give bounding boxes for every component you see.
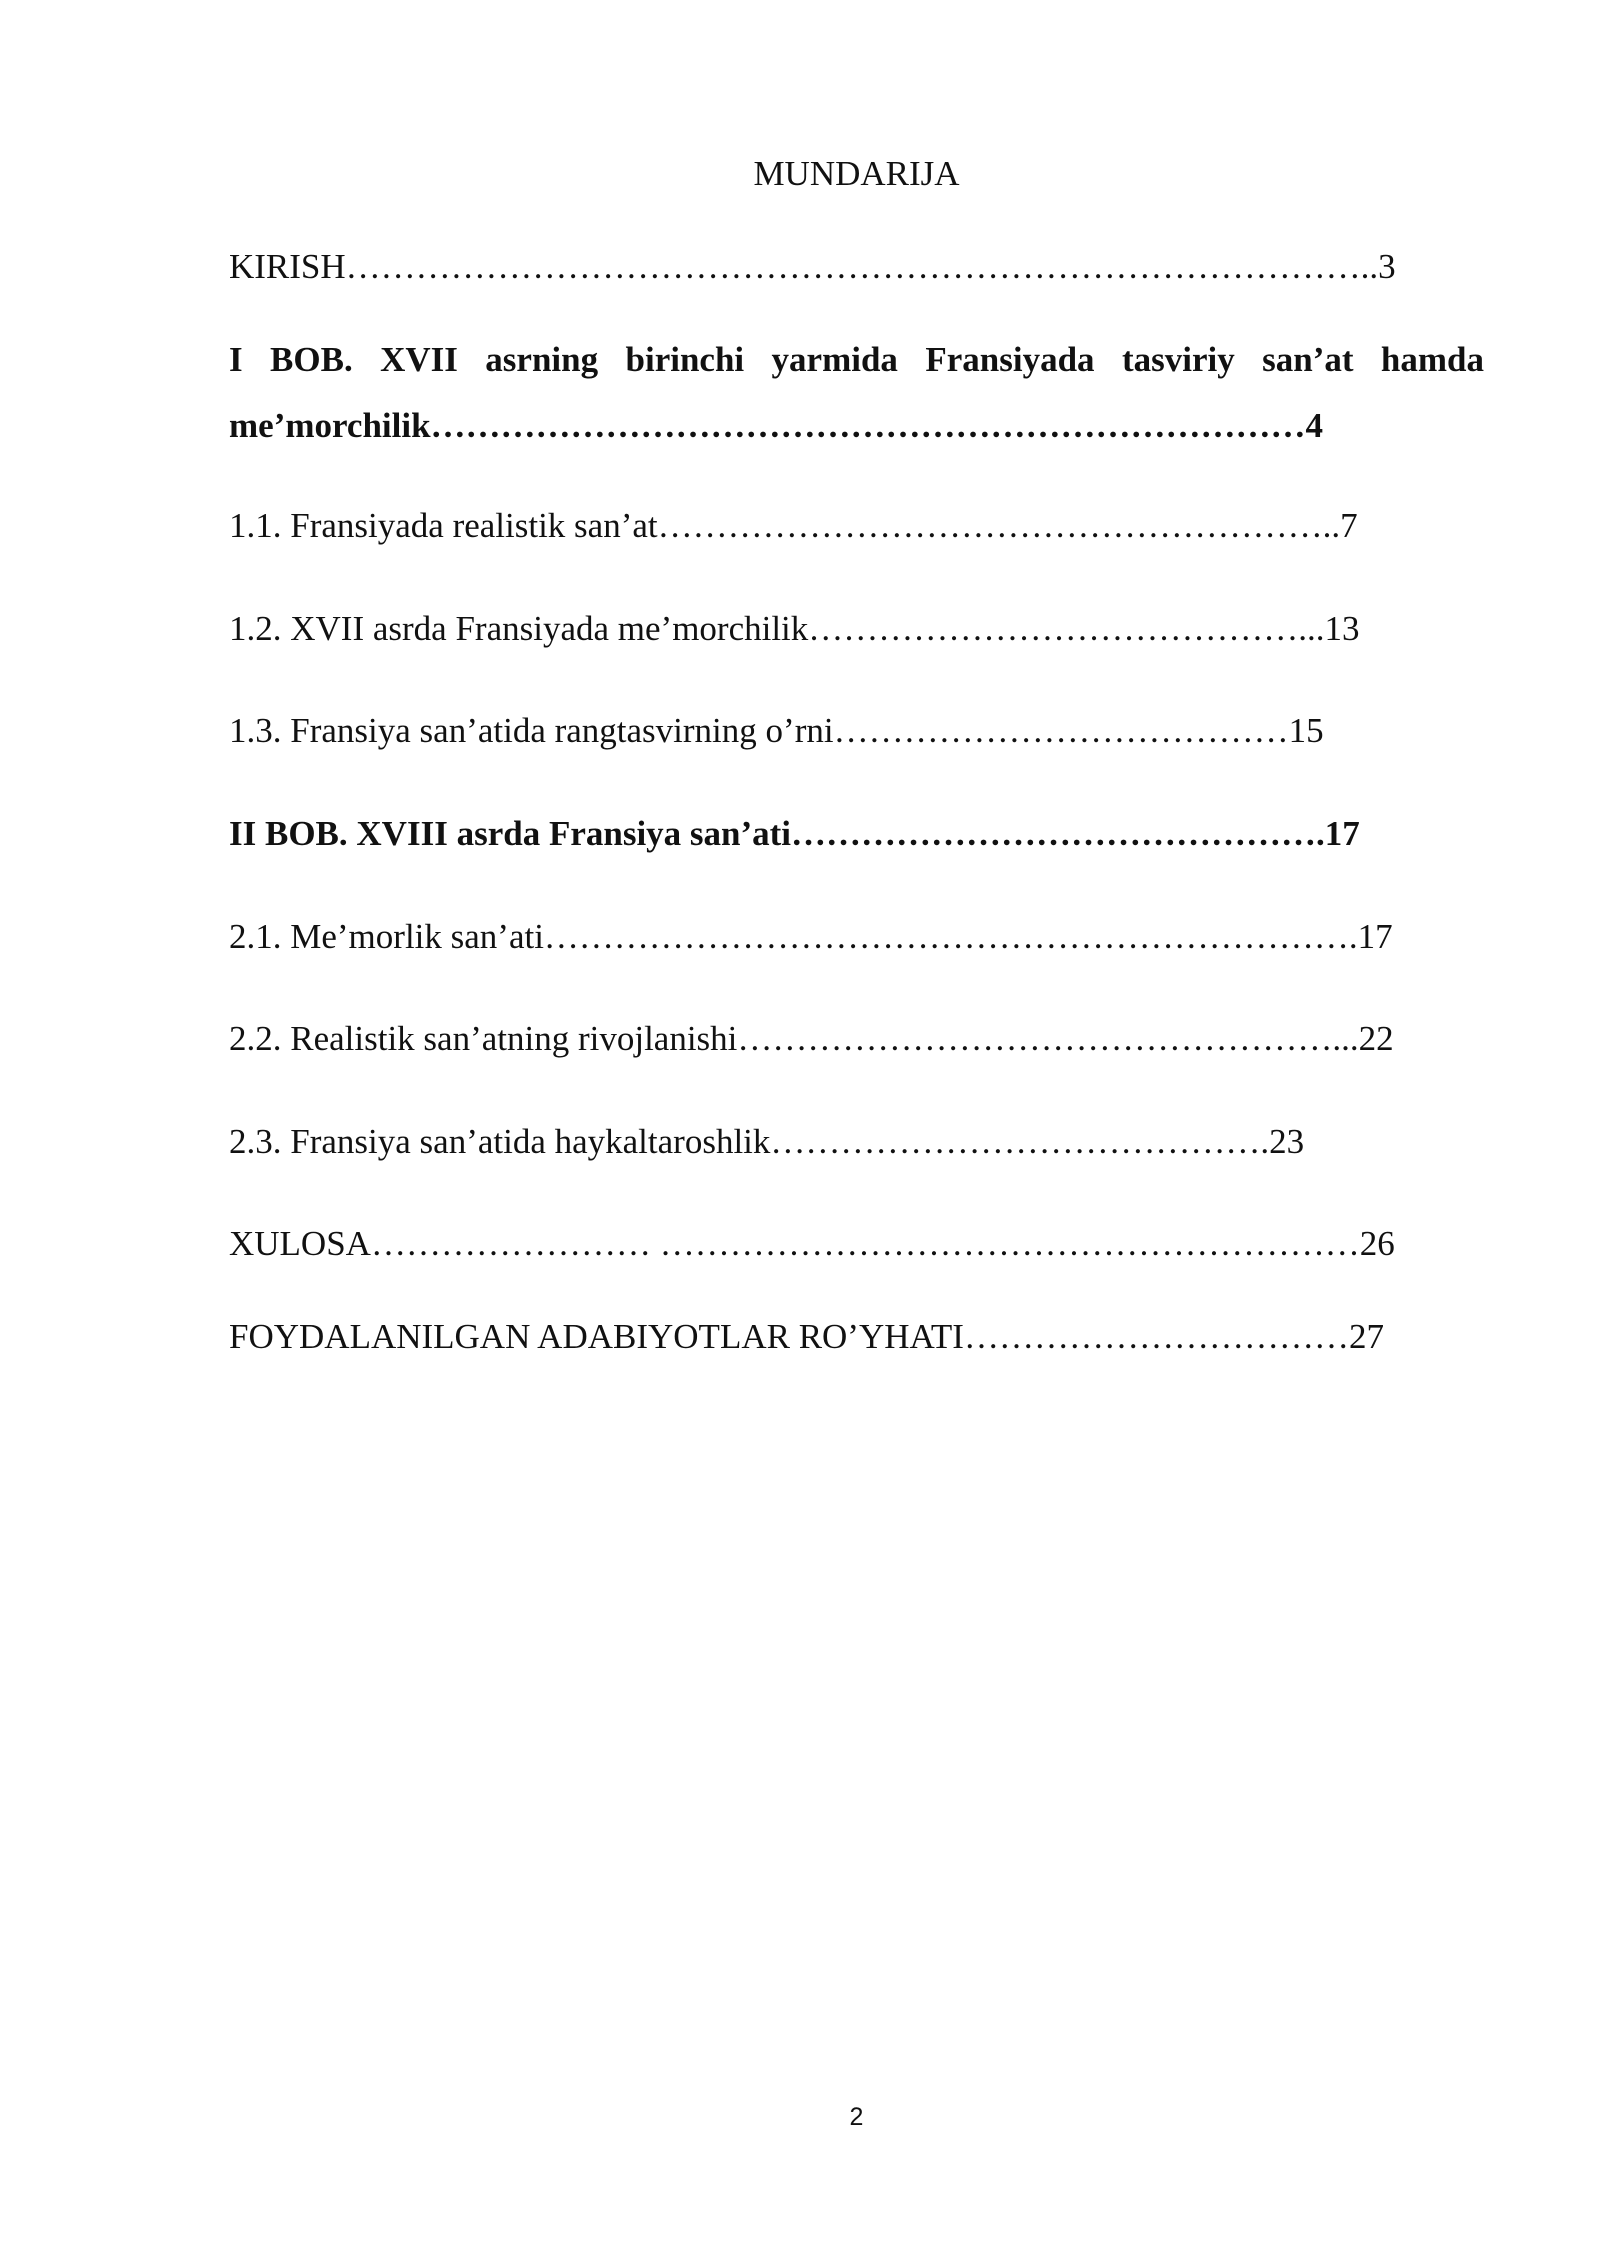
toc-entry-xulosa: XULOSA…………………… ……………………………………………………26 <box>229 1224 1395 1263</box>
toc-entry-2-1: 2.1. Me’morlik san’ati…………………………………………………………….17 <box>229 917 1393 956</box>
toc-entry-1-1: 1.1. Fransiyada realistik san’at…………………………………………………..7 <box>229 506 1358 545</box>
toc-entry-2-2: 2.2. Realistik san’atning rivojlanishi……………………………………………...22 <box>229 1019 1394 1058</box>
toc-entry-bob1-line2: me’morchilik…………………………………………………………………4 <box>229 406 1324 445</box>
toc-entry-foydalanilgan-adabiyotlar: FOYDALANILGAN ADABIYOTLAR RO’YHATI……………………………27 <box>229 1317 1384 1356</box>
toc-entry-bob2: II BOB. XVIII asrda Fransiya san’ati……………………………………….17 <box>229 814 1360 853</box>
toc-entry-2-3: 2.3. Fransiya san’atida haykaltaroshlik…………………………………….23 <box>229 1122 1305 1161</box>
toc-entry-bob1-line1: I BOB. XVII asrning birinchi yarmida Fransiyada tasviriy san’at hamda <box>229 340 1484 379</box>
page-number: 2 <box>849 2103 864 2131</box>
toc-entry-1-2: 1.2. XVII asrda Fransiyada me’morchilik……………………………………...13 <box>229 609 1360 648</box>
page-title: MUNDARIJA <box>753 154 960 193</box>
toc-entry-1-3: 1.3. Fransiya san’atida rangtasvirning o’rni…………………………………15 <box>229 711 1324 750</box>
toc-entry-kirish: KIRISH……………………………………………………………………………..3 <box>229 247 1396 286</box>
